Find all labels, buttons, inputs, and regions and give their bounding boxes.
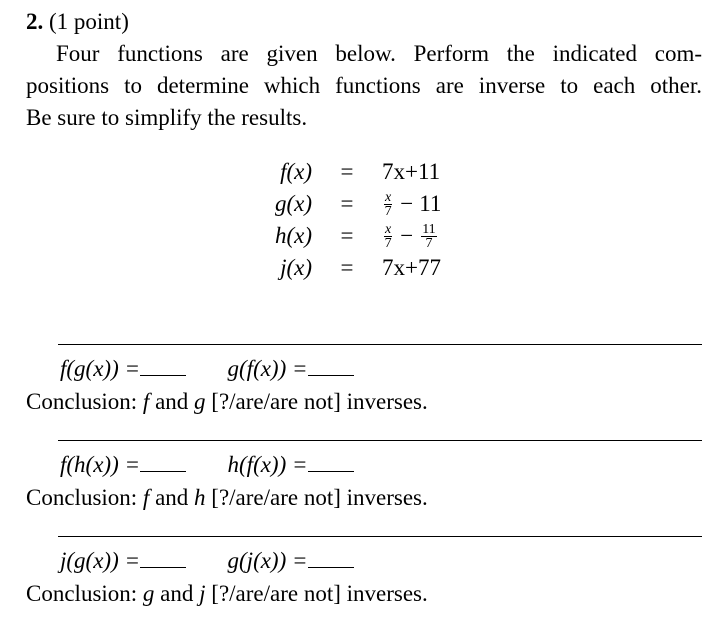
fraction-numerator: 11 <box>422 221 436 237</box>
definition-rhs <box>382 223 439 250</box>
and-word: and <box>155 389 189 414</box>
problem-statement <box>26 6 702 134</box>
and-word: and <box>160 581 194 606</box>
section-divider <box>58 536 702 537</box>
fraction <box>384 191 392 218</box>
conclusion-line <box>26 578 428 610</box>
definition-j <box>262 252 441 284</box>
equals-sign: = <box>340 191 354 216</box>
composition-label: f(h(x)) = <box>60 452 141 477</box>
definition-rhs: 7x+11 <box>382 159 441 184</box>
problem-number: 2. <box>26 9 44 34</box>
conclusion-line <box>26 482 428 514</box>
function-name: f <box>142 389 150 414</box>
intro-line-1: Four functions are given below. Perform the indicated com- <box>56 41 702 66</box>
function-definitions <box>262 156 441 284</box>
answer-blank[interactable] <box>308 553 354 568</box>
answer-blank[interactable] <box>308 457 354 472</box>
intro-line-3: Be sure to simplify the results. <box>26 105 308 130</box>
definition-f <box>262 156 441 188</box>
equals-sign: = <box>340 159 354 184</box>
equals-sign: = <box>340 223 354 248</box>
composition-line <box>26 356 428 386</box>
answer-blank[interactable] <box>140 457 186 472</box>
fraction <box>421 223 436 250</box>
definition-rhs <box>382 191 441 218</box>
composition-label: j(g(x)) = <box>60 548 141 573</box>
conclusion-prefix: Conclusion: <box>26 389 138 414</box>
problem-points: (1 point) <box>49 9 129 34</box>
equals-sign: = <box>340 255 354 280</box>
constant-term: 11 <box>419 191 442 216</box>
composition-label: g(j(x)) = <box>227 548 308 573</box>
fraction-numerator: x <box>385 189 392 205</box>
and-word: and <box>155 485 189 510</box>
definition-lhs: j(x) <box>280 255 312 280</box>
inverse-choice-select[interactable]: [?/are/are not] inverses. <box>211 485 428 510</box>
section-divider <box>58 440 702 441</box>
function-name: g <box>194 389 206 414</box>
definition-rhs: 7x+77 <box>382 255 441 280</box>
inverse-choice-select[interactable]: [?/are/are not] inverses. <box>211 581 428 606</box>
minus-sign: − <box>400 191 414 216</box>
answer-blank[interactable] <box>140 361 186 376</box>
function-name: g <box>142 581 155 606</box>
composition-line <box>26 548 428 578</box>
function-name: h <box>194 485 206 510</box>
fraction-denominator: 7 <box>384 203 392 219</box>
conclusion-prefix: Conclusion: <box>26 485 138 510</box>
problem-intro <box>26 38 702 134</box>
intro-line-2: positions to determine which functions are inverse to each other. <box>26 73 702 98</box>
fraction <box>384 223 392 250</box>
definition-lhs: h(x) <box>274 223 312 248</box>
answer-blank[interactable] <box>308 361 354 376</box>
definition-g <box>262 188 441 220</box>
definition-lhs: g(x) <box>274 191 312 216</box>
section-divider <box>58 344 702 345</box>
composition-section-2 <box>26 452 428 514</box>
composition-label: g(f(x)) = <box>227 356 308 381</box>
fraction-numerator: x <box>385 221 392 237</box>
composition-line <box>26 452 428 482</box>
conclusion-prefix: Conclusion: <box>26 581 138 606</box>
function-name: j <box>199 581 206 606</box>
composition-label: f(g(x)) = <box>60 356 141 381</box>
definition-h <box>262 220 441 252</box>
definition-lhs: f(x) <box>280 159 312 184</box>
composition-section-3 <box>26 548 428 610</box>
conclusion-line <box>26 386 428 418</box>
problem-header <box>26 6 702 38</box>
function-name: f <box>142 485 150 510</box>
composition-label: h(f(x)) = <box>227 452 308 477</box>
minus-sign: − <box>400 223 414 248</box>
fraction-denominator: 7 <box>384 235 392 251</box>
answer-blank[interactable] <box>140 553 186 568</box>
inverse-choice-select[interactable]: [?/are/are not] inverses. <box>211 389 428 414</box>
fraction-denominator: 7 <box>425 235 433 251</box>
composition-section-1 <box>26 356 428 418</box>
